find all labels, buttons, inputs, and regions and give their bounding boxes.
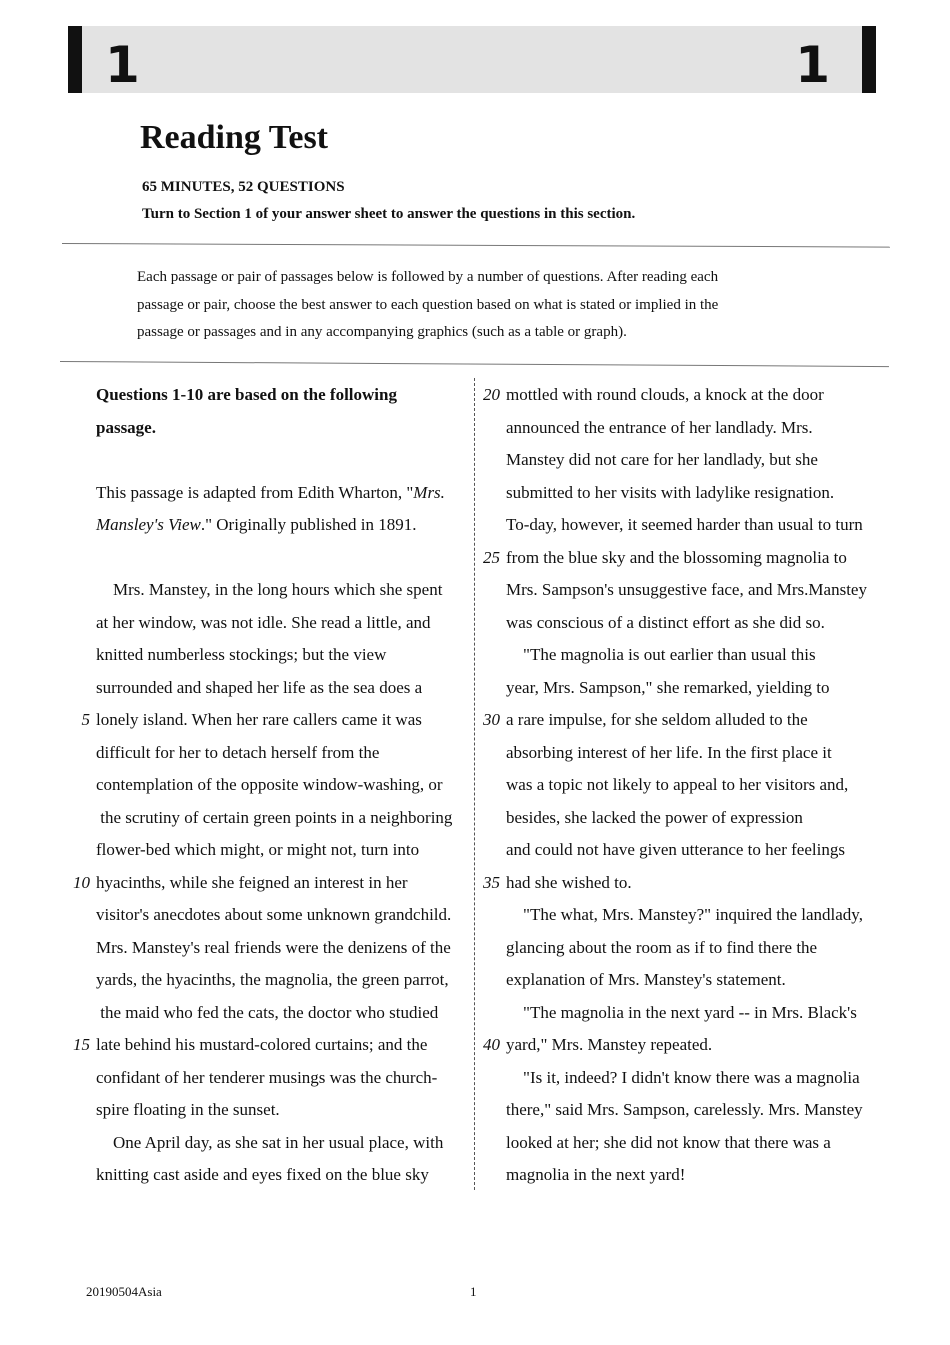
line-text [506, 997, 857, 1030]
passage-line [60, 509, 472, 542]
passage-line [60, 412, 472, 445]
line-text [96, 704, 422, 737]
line-text-main: "The magnolia is out earlier than usual this [506, 645, 816, 664]
line-text-main: To-day, however, it seemed harder than usual to turn [506, 515, 863, 534]
line-text [96, 867, 408, 900]
line-text-main: and could not have given utterance to her feelings [506, 840, 845, 859]
line-text [506, 932, 817, 965]
line-text [506, 509, 863, 542]
passage-line [478, 574, 898, 607]
line-text-italic: Mansley's View [96, 515, 201, 534]
line-text [506, 964, 786, 997]
line-number: 10 [73, 872, 90, 892]
line-text [506, 1159, 685, 1192]
line-text [506, 834, 845, 867]
passage-line [60, 737, 472, 770]
line-text-main: "Is it, indeed? I didn't know there was a magnolia [506, 1067, 860, 1087]
passage-line [478, 444, 898, 477]
line-text-main: the maid who fed the cats, the doctor who studied [96, 1002, 439, 1022]
line-text-main: explanation of Mrs. Manstey's statement. [506, 970, 786, 989]
line-number: 5 [81, 710, 90, 729]
passage-line [60, 964, 472, 997]
passage-line [60, 444, 472, 477]
passage-line [478, 867, 898, 900]
passage-line [60, 639, 472, 672]
passage-line [60, 1094, 472, 1127]
passage-line [478, 412, 898, 445]
passage-line [478, 769, 898, 802]
passage-line [478, 802, 898, 835]
line-text-main: glancing about the room as if to find there the [506, 937, 818, 957]
line-number: 35 [483, 872, 500, 892]
line-text [96, 379, 397, 412]
line-text-main: Mrs. Sampson's unsuggestive face, and Mrs.Manstey [506, 580, 867, 599]
line-text [96, 672, 422, 705]
passage-line [60, 834, 472, 867]
line-text-main: One April day, as she sat in her usual place, with [96, 1132, 444, 1152]
line-text-main: knitted numberless stockings; but the view [96, 645, 387, 664]
line-text [96, 834, 419, 867]
directions [137, 264, 777, 347]
passage-line [478, 834, 898, 867]
line-text [96, 932, 451, 965]
passage-line [478, 964, 898, 997]
line-text [506, 802, 803, 835]
line-text-main: Questions 1-10 are based on the following [96, 385, 397, 404]
line-text-main: knitting cast aside and eyes fixed on the blue sky [96, 1165, 429, 1184]
footer-test-id: 20190504Asia [86, 1284, 162, 1299]
line-text-main: lonely island. When her rare callers came it was [96, 710, 422, 729]
line-text-main: looked at her; she did not know that there was a [506, 1132, 831, 1152]
page-number: 1 [470, 1284, 477, 1299]
line-text [96, 802, 452, 835]
line-text [96, 639, 386, 672]
line-number: 15 [73, 1035, 90, 1054]
passage-line [478, 639, 898, 672]
line-text [506, 574, 867, 607]
section-header-bar [68, 26, 876, 93]
passage-line [60, 542, 472, 575]
line-text-main: Manstey did not care for her landlady, but she [506, 450, 818, 469]
line-text [506, 899, 863, 932]
line-text-main: spire floating in the sunset. [96, 1100, 280, 1119]
line-text [506, 769, 848, 802]
line-text-main: "The what, Mrs. Manstey?" inquired the landlady, [506, 905, 863, 924]
divider-rule-top [62, 243, 890, 248]
line-text-italic: Mrs. [413, 482, 445, 502]
line-text [506, 444, 818, 477]
passage-line [60, 607, 472, 640]
line-text [96, 1094, 280, 1127]
line-text [506, 379, 824, 412]
line-text-main: "The magnolia in the next yard -- in Mrs. Black's [506, 1002, 857, 1022]
passage-line [478, 1159, 898, 1192]
passage-line [478, 1094, 898, 1127]
line-text-main: was conscious of a distinct effort as she did so. [506, 612, 825, 632]
line-text [506, 542, 847, 575]
line-text [96, 477, 445, 510]
passage-line [60, 379, 472, 412]
passage-line [478, 379, 898, 412]
passage-line [478, 997, 898, 1030]
line-number: 30 [483, 710, 500, 729]
passage-line [60, 477, 472, 510]
line-text-main: had she wished to. [506, 872, 632, 892]
passage-line [60, 1029, 472, 1062]
line-text [96, 412, 156, 445]
line-number: 40 [483, 1035, 500, 1054]
line-text-main: Mrs. Manstey's real friends were the denizens of the [96, 937, 451, 957]
line-text [96, 899, 451, 932]
passage-line [478, 672, 898, 705]
page-title: Reading Test [140, 119, 328, 156]
line-text [506, 867, 632, 900]
line-text-main: This passage is adapted from Edith Wharton, " [96, 482, 414, 502]
line-text-main: yards, the hyacinths, the magnolia, the green parrot, [96, 970, 449, 989]
line-text-main: besides, she lacked the power of expression [506, 807, 803, 827]
line-text [96, 607, 431, 640]
answer-sheet-instructions: Turn to Section 1 of your answer sheet to answer the questions in this section. [142, 206, 636, 222]
line-text [96, 997, 438, 1030]
line-text [96, 1062, 437, 1095]
line-text [506, 704, 808, 737]
line-text [506, 607, 825, 640]
line-text-main: at her window, was not idle. She read a little, and [96, 612, 431, 632]
line-text [96, 509, 416, 542]
passage-line [60, 1127, 472, 1160]
passage-line [60, 574, 472, 607]
line-text-main: confidant of her tenderer musings was the church- [96, 1067, 438, 1087]
line-text [96, 737, 379, 770]
passage-line [478, 509, 898, 542]
passage-line [60, 769, 472, 802]
line-text-main: from the blue sky and the blossoming magnolia to [506, 547, 847, 567]
line-text-main: announced the entrance of her landlady. Mrs. [506, 417, 813, 437]
directions-line: passage or pair, choose the best answer to each question based on what is stated or implied in the [137, 296, 719, 313]
line-text [506, 639, 816, 672]
line-text [506, 672, 830, 705]
line-text [506, 1029, 712, 1062]
line-text [506, 1094, 863, 1127]
passage-line [478, 1127, 898, 1160]
line-text-main: there," said Mrs. Sampson, carelessly. Mrs. Manstey [506, 1100, 863, 1119]
line-text-main: visitor's anecdotes about some unknown grandchild. [96, 905, 452, 924]
passage-line [60, 704, 472, 737]
line-text-main: submitted to her visits with ladylike resignation. [506, 482, 835, 502]
line-text-main: mottled with round clouds, a knock at the door [506, 385, 824, 404]
line-text-main: contemplation of the opposite window-washing, or [96, 775, 443, 794]
line-text-main: magnolia in the next yard! [506, 1165, 686, 1184]
passage-line [478, 932, 898, 965]
passage-line [478, 1062, 898, 1095]
line-text-main: yard," Mrs. Manstey repeated. [506, 1035, 713, 1054]
divider-rule-bottom [60, 361, 889, 367]
test-duration: 65 MINUTES, 52 QUESTIONS [142, 179, 345, 195]
line-text-suffix: ." Originally published in 1891. [200, 515, 417, 534]
line-number: 25 [483, 547, 500, 567]
section-number-right: 1 [795, 36, 830, 94]
line-text [506, 737, 832, 770]
line-text-main: a rare impulse, for she seldom alluded to the [506, 710, 808, 729]
section-bar-right-block [862, 26, 876, 93]
line-text [96, 964, 449, 997]
line-text [96, 574, 442, 607]
directions-line: passage or passages and in any accompanying graphics (such as a table or graph). [137, 324, 627, 340]
passage-line [478, 899, 898, 932]
passage-line [60, 867, 472, 900]
line-text [506, 477, 834, 510]
line-text [506, 1127, 831, 1160]
line-text-main: hyacinths, while she feigned an interest in her [96, 872, 408, 892]
line-text [96, 1127, 443, 1160]
passage-line [478, 607, 898, 640]
line-text-main: was a topic not likely to appeal to her visitors and, [506, 775, 849, 794]
passage-line [478, 542, 898, 575]
passage-line [60, 932, 472, 965]
passage-line [60, 802, 472, 835]
line-text-main: Mrs. Manstey, in the long hours which she spent [96, 580, 443, 599]
passage-line [60, 1159, 472, 1192]
line-text-main: late behind his mustard-colored curtains; and the [96, 1035, 428, 1054]
section-bar-left-block [68, 26, 82, 93]
line-text [506, 412, 813, 445]
line-text-main: surrounded and shaped her life as the sea does a [96, 677, 423, 697]
column-divider [474, 378, 475, 1190]
line-text-main: the scrutiny of certain green points in a neighboring [96, 807, 453, 827]
line-text-main: difficult for her to detach herself from the [96, 742, 380, 762]
line-text-main: flower-bed which might, or might not, turn into [96, 840, 420, 859]
passage-line [478, 477, 898, 510]
line-text [96, 1029, 427, 1062]
passage-line [60, 997, 472, 1030]
line-text-main: passage. [96, 417, 156, 437]
line-text-main: absorbing interest of her life. In the first place it [506, 742, 832, 762]
passage-line [478, 1029, 898, 1062]
passage-line [478, 737, 898, 770]
line-text [96, 769, 443, 802]
line-text [506, 1062, 860, 1095]
section-number-left: 1 [105, 36, 140, 94]
passage-line [60, 672, 472, 705]
passage-line [478, 704, 898, 737]
passage-line [60, 899, 472, 932]
line-text-main: year, Mrs. Sampson," she remarked, yielding to [506, 677, 830, 697]
directions-line: Each passage or pair of passages below is followed by a number of questions. After reading each [137, 269, 719, 285]
passage-left-column [60, 379, 472, 1192]
passage-line [60, 1062, 472, 1095]
passage-right-column [478, 379, 898, 1192]
line-number: 20 [483, 385, 500, 404]
line-text [96, 1159, 429, 1192]
